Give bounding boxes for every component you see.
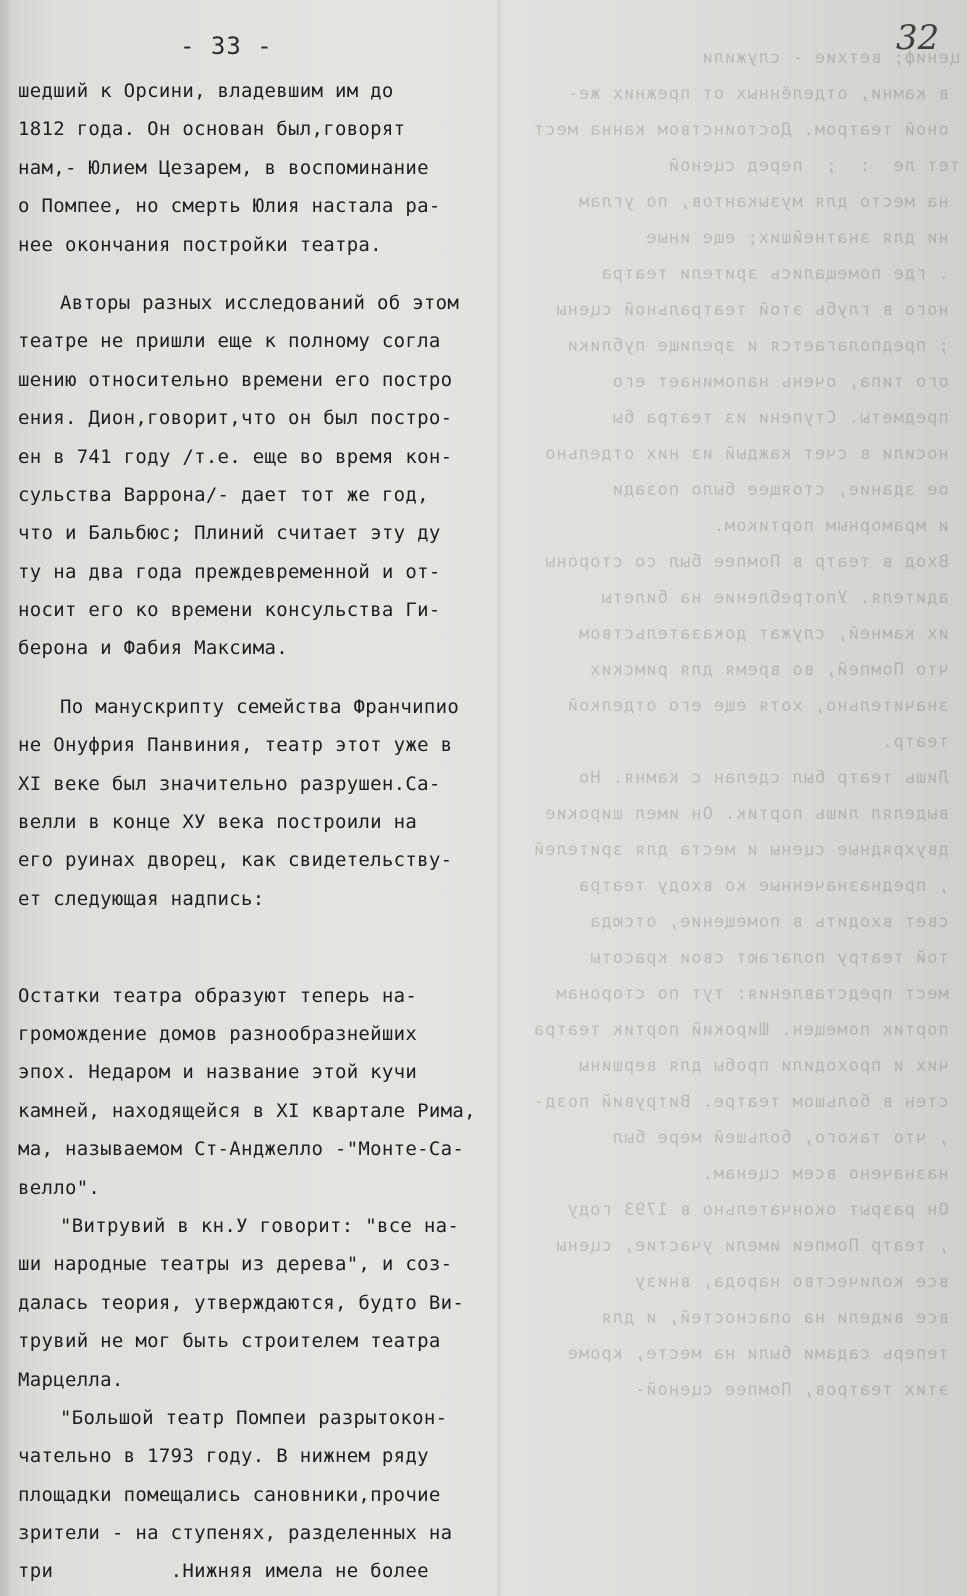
paragraph-gap — [18, 957, 518, 977]
text-line: велло". — [18, 1176, 101, 1199]
text-line: По манускрипту семейства Франчипио — [60, 695, 460, 718]
text-line: сульства Варрона/- дает тот же год, — [18, 483, 429, 506]
text-line: что и Бальбюс; Плиний считает эту ду — [18, 522, 441, 545]
text-line: Остатки театра образуют теперь на- — [18, 984, 418, 1007]
text-line: ту на два года преждевременной и от- — [18, 560, 441, 583]
page-edge-shadow — [0, 0, 14, 1596]
paragraph-gap — [18, 264, 518, 284]
page-number: - 33 - — [180, 32, 273, 60]
text-line: берона и Фабия Максима. — [18, 637, 288, 660]
handwritten-folio-number: 32 — [896, 18, 940, 58]
text-line: зрители - на ступенях, разделенных на — [18, 1522, 453, 1545]
text-line: ет следующая надпись: — [18, 887, 265, 910]
text-line: XI веке был значительно разрушен.Са- — [18, 772, 441, 795]
blank-line — [18, 918, 518, 956]
text-line: ма, называемом Ст-Анджелло -"Монте-Са- — [18, 1138, 465, 1161]
text-line: 1812 года. Он основан был,говорят — [18, 118, 406, 141]
text-line: "Витрувий в кн.У говорит: "все на- — [60, 1214, 460, 1237]
text-line: далась теория, утверждаются, будто Ви- — [18, 1291, 465, 1314]
text-line: трувий не мог быть строителем театра — [18, 1330, 441, 1353]
text-line: не Онуфрия Панвиния, театр этот уже в — [18, 734, 453, 757]
text-line: нам,- Юлием Цезарем, в воспоминание — [18, 156, 429, 179]
text-line: ен в 741 году /т.е. еще во время кон- — [18, 445, 453, 468]
reverse-side-bleed-through: цениф; ветхие - служили в камни, отделённых от прежних же- оной театром. Достоинством канна мест тет ле : ; перед сценой на место для музыкантов, по углам ни для знатнейших; еще иные . где помещались зрители театра ного в глубь этой театральной сцены ; предполагается и зрелище публики ого типа, очень напоминает его предметы. Ступени из театра бы носили в счет каждый из них отдельно ое здание, стоящее было позади и мраморным портиком. Вход в театр в Помпее был со стороны адителя. Употребление на билеты их камней, служат доказательством что Помпей, во время для римских значительно, хотя еще его отделкой театр. Лишь театр был сделан с камня. Но выделял лишь портик. Он имел широкие двухрядные сцены и места для зрителей , предназначенные ко входу театра свет входить в помещение, отсюда той театру полагают свои красоты мест представления: тут по сторонам портик помещен. Широкий портик театра чих и проходили пробы для вершины стен в большом театре. Витрувий позд- , что такого, большей мере был назначено всем сценам. Он разрыт окончательно в 1793 году , театр Помпеи имели участие, сцены все количество народа, внизу все видели на опасностей, и для теперь садами были на месте, кроме этих театров, Помпее сценой- — [533, 48, 960, 1400]
text-line: его руинах дворец, как свидетельству- — [18, 849, 453, 872]
text-line: шедший к Орсини, владевшим им до — [18, 80, 394, 102]
text-line: Марцелла. — [18, 1368, 124, 1391]
text-line: чательно в 1793 году. В нижнем ряду — [18, 1445, 429, 1468]
paragraph-gap — [18, 668, 518, 688]
text-line: эпох. Недаром и название этой кучи — [18, 1061, 418, 1084]
text-line: Авторы разных исследований об этом — [60, 291, 460, 314]
typewritten-text-body — [18, 72, 518, 1591]
text-line: о Помпее, но смерть Юлия настала ра- — [18, 195, 441, 218]
text-line: громождение домов разнообразнейших — [18, 1022, 418, 1045]
text-line: "Большой театр Помпеи разрытокон- — [60, 1406, 448, 1429]
text-line: велли в конце XУ века построили на — [18, 811, 418, 834]
text-line: три .Нижняя имела не более — [18, 1560, 429, 1583]
text-line: театре не пришли еще к полному согла — [18, 330, 441, 353]
text-line: ши народные театры из дерева", и соз- — [18, 1253, 453, 1276]
text-line: ения. Дион,говорит,что он был постро- — [18, 407, 453, 430]
text-line: шению относительно времени его постро — [18, 368, 453, 391]
text-line: нее окончания постройки театра. — [18, 233, 382, 256]
text-line: носит его ко времени консульства Ги- — [18, 599, 441, 622]
text-line: камней, находящейся в XI квартале Рима, — [18, 1099, 476, 1122]
text-line: площадки помещались сановники,прочие — [18, 1483, 441, 1506]
